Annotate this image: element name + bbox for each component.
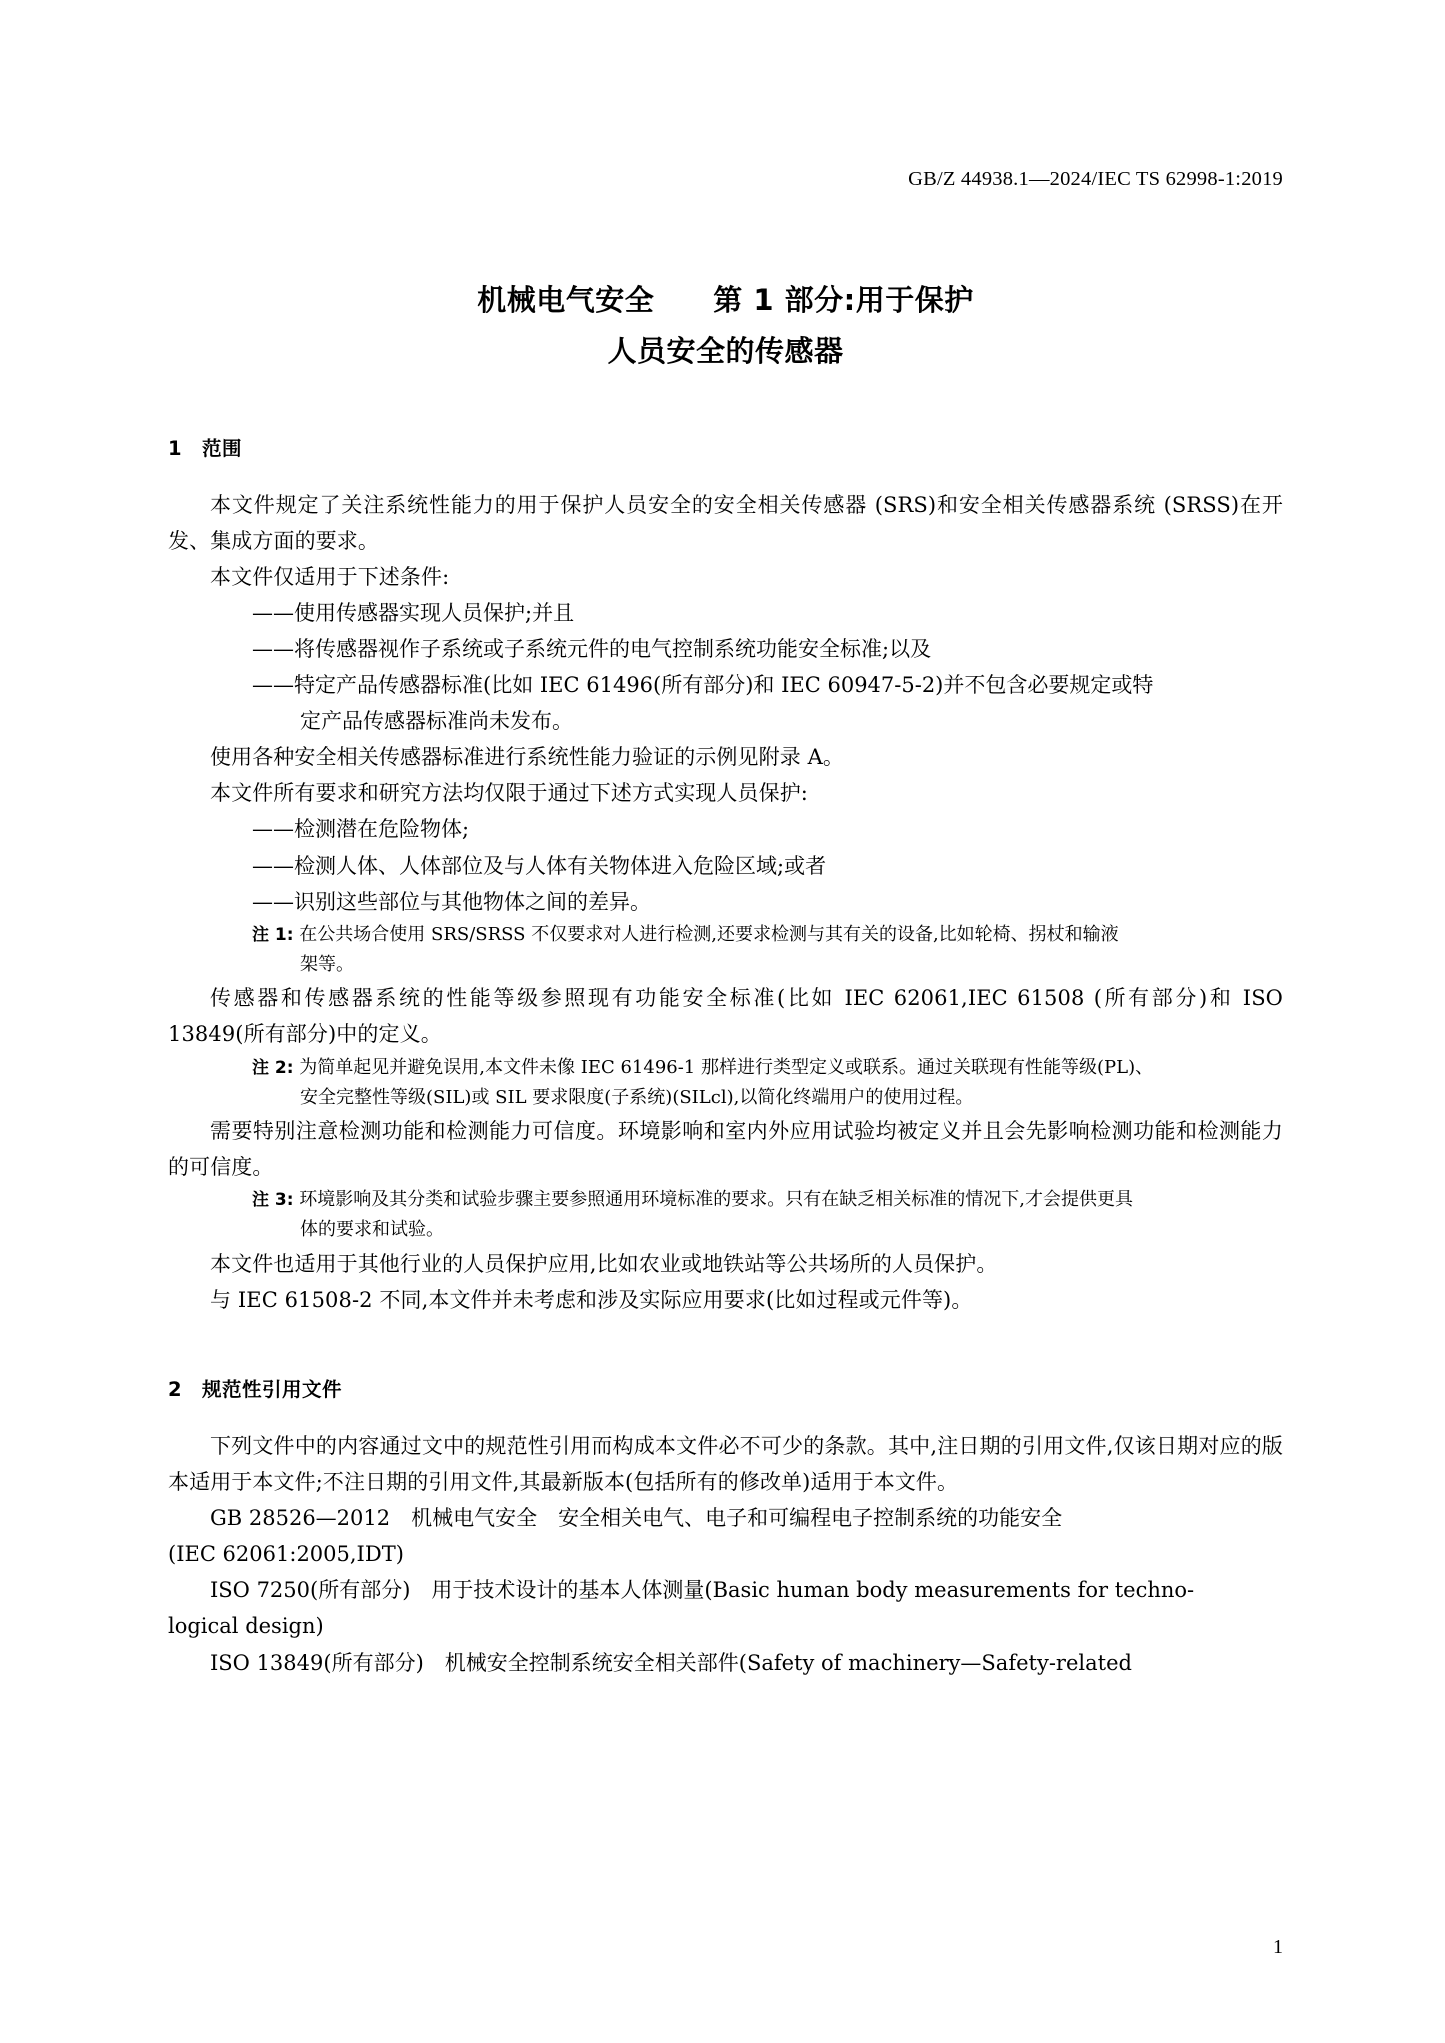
note-3-label: 注 3: <box>252 1190 294 1211</box>
note-1-line-1: 在公共场合使用 SRS/SRSS 不仅要求对人进行检测,还要求检测与其有关的设备,比如轮椅、拐杖和输液 <box>299 923 1119 945</box>
normative-refs-intro: 下列文件中的内容通过文中的规范性引用而构成本文件必不可少的条款。其中,注日期的引用文件,仅该日期对应的版本适用于本文件;不注日期的引用文件,其最新版本(包括所有的修改单)适用于本文件。 <box>168 1433 1283 1494</box>
normative-ref-item-2-line-2: logical design) <box>168 1614 324 1639</box>
scope-note-2 <box>168 1053 1283 1113</box>
page-content <box>168 0 1283 1681</box>
note-1-line-2: 架等。 <box>300 954 354 976</box>
scope-dash-item-3 <box>168 667 1283 739</box>
scope-paragraph-3: 使用各种安全相关传感器标准进行系统性能力验证的示例见附录 A。 <box>210 745 844 770</box>
scope-dash-item-4: ——检测潜在危险物体; <box>252 817 470 842</box>
scope-dash-item-3-line-2: 定产品传感器标准尚未发布。 <box>300 709 573 734</box>
scope-dash-item-1: ——使用传感器实现人员保护;并且 <box>252 600 575 625</box>
scope-dash-item-5: ——检测人体、人体部位及与人体有关物体进入危险区域;或者 <box>252 853 827 878</box>
note-3-line-1: 环境影响及其分类和试验步骤主要参照通用环境标准的要求。只有在缺乏相关标准的情况下,才会提供更具 <box>299 1189 1133 1211</box>
scope-dash-item-3-line-1: ——特定产品传感器标准(比如 IEC 61496(所有部分)和 IEC 60947-5-2)并不包含必要规定或特 <box>252 673 1154 698</box>
scope-paragraph-6: 需要特别注意检测功能和检测能力可信度。环境影响和室内外应用试验均被定义并且会先影响检测功能和检测能力的可信度。 <box>168 1118 1283 1180</box>
clause-number-1: 1 <box>168 436 183 460</box>
clause-heading-scope <box>168 433 1283 461</box>
page-header-standard-ref: GB/Z 44938.1—2024/IEC TS 62998-1:2019 <box>908 168 1283 190</box>
scope-paragraph-1: 本文件规定了关注系统性能力的用于保护人员安全的安全相关传感器 (SRS)和安全相关传感器系统 (SRSS)在开发、集成方面的要求。 <box>168 492 1283 553</box>
scope-paragraph-7: 本文件也适用于其他行业的人员保护应用,比如农业或地铁站等公共场所的人员保护。 <box>210 1251 998 1276</box>
normative-ref-item-1-line-2: (IEC 62061:2005,IDT) <box>168 1542 404 1567</box>
note-1-label: 注 1: <box>252 924 294 945</box>
normative-ref-item-3 <box>168 1645 1283 1681</box>
scope-dash-item-6: ——识别这些部位与其他物体之间的差异。 <box>252 889 651 914</box>
scope-dash-item-2: ——将传感器视作子系统或子系统元件的电气控制系统功能安全标准;以及 <box>252 636 932 661</box>
normative-ref-item-2-line-1: ISO 7250(所有部分) 用于技术设计的基本人体测量(Basic human body measurements for techno- <box>210 1578 1195 1603</box>
scope-note-3 <box>168 1185 1283 1245</box>
scope-note-1 <box>168 920 1283 980</box>
page-number: 1 <box>1273 1936 1283 1958</box>
normative-ref-item-1-line-1: GB 28526—2012 机械电气安全 安全相关电气、电子和可编程电子控制系统的功能安全 <box>210 1506 1063 1531</box>
note-2-label: 注 2: <box>252 1057 294 1078</box>
scope-paragraph-5: 传感器和传感器系统的性能等级参照现有功能安全标准(比如 IEC 62061,IEC 61508 (所有部分)和 ISO 13849(所有部分)中的定义。 <box>168 986 1283 1047</box>
scope-paragraph-4: 本文件所有要求和研究方法均仅限于通过下述方式实现人员保护: <box>210 781 808 806</box>
normative-ref-item-1 <box>168 1500 1283 1572</box>
scope-paragraph-2: 本文件仅适用于下述条件: <box>210 564 450 589</box>
clause-heading-normative-references <box>168 1374 1283 1402</box>
note-2-line-1: 为简单起见并避免误用,本文件未像 IEC 61496-1 那样进行类型定义或联系。通过关联现有性能等级(PL)、 <box>299 1056 1154 1078</box>
page-title <box>168 275 1283 377</box>
clause-number-2: 2 <box>168 1377 183 1401</box>
clause-title-2: 规范性引用文件 <box>202 1377 343 1401</box>
title-line-1: 机械电气安全 第 1 部分:用于保护 <box>477 283 974 317</box>
normative-ref-item-3-line-1: ISO 13849(所有部分) 机械安全控制系统安全相关部件(Safety of machinery—Safety‑related <box>210 1650 1132 1675</box>
title-line-2: 人员安全的传感器 <box>607 333 844 368</box>
note-3-line-2: 体的要求和试验。 <box>300 1219 444 1241</box>
note-2-line-2: 安全完整性等级(SIL)或 SIL 要求限度(子系统)(SILcl),以简化终端用户的使用过程。 <box>300 1086 974 1108</box>
scope-paragraph-8: 与 IEC 61508-2 不同,本文件并未考虑和涉及实际应用要求(比如过程或元件等)。 <box>210 1287 973 1312</box>
clause-title-1: 范围 <box>202 436 243 460</box>
normative-ref-item-2 <box>168 1572 1283 1644</box>
